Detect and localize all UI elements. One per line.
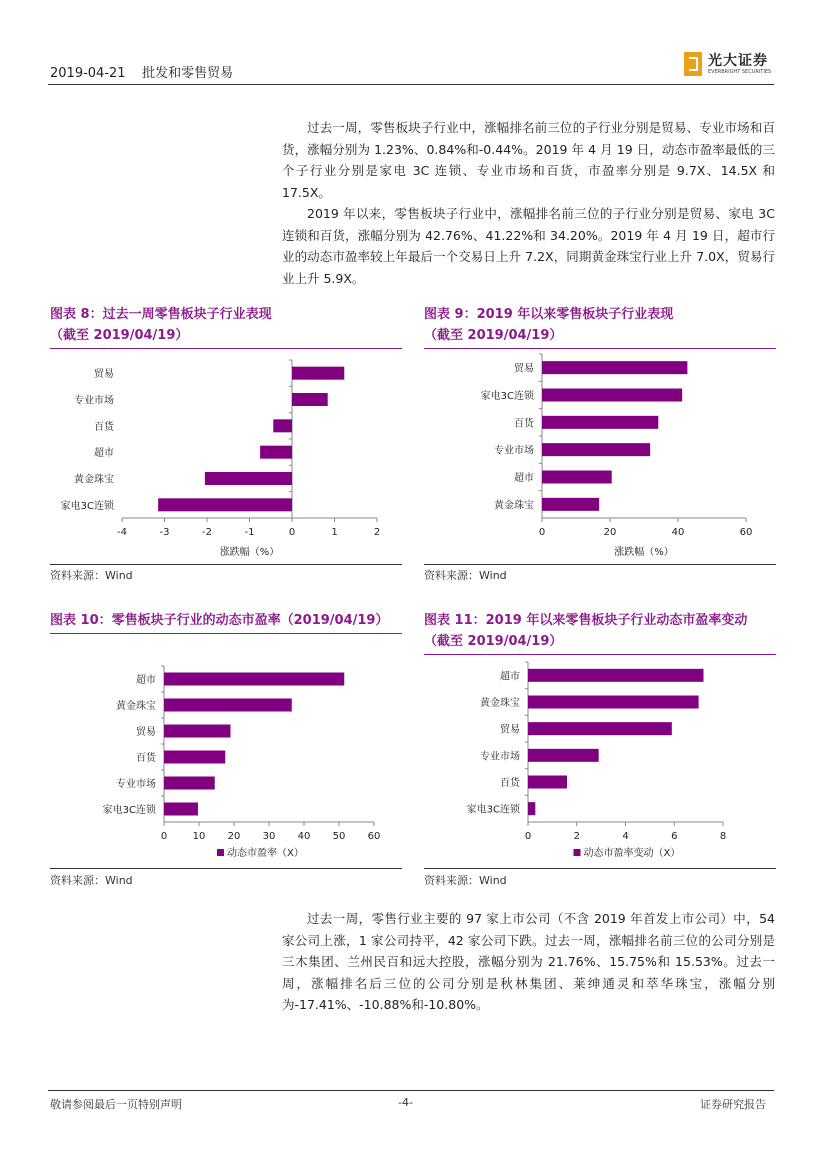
category-label: 黄金珠宝 — [74, 474, 114, 486]
figure-10-chart — [50, 660, 402, 868]
figure-11-chart — [424, 660, 776, 868]
x-tick-label: -3 — [159, 527, 170, 538]
x-tick-label: 8 — [719, 831, 727, 842]
category-label: 家电3C连锁 — [60, 500, 114, 512]
logo-mark-icon — [684, 52, 702, 76]
figure-11-top-rule — [424, 654, 776, 655]
x-axis-label: 涨跌幅（%） — [219, 547, 280, 558]
bar — [164, 803, 198, 816]
category-label: 家电3C连锁 — [466, 804, 520, 816]
bar — [542, 498, 599, 511]
bar — [164, 699, 292, 712]
figure-9-title: 图表 9：2019 年以来零售板块子行业表现 （截至 2019/04/19） — [424, 307, 674, 343]
bar — [292, 367, 344, 380]
figure-10-title: 图表 10：零售板块子行业的动态市盈率（2019/04/19） — [50, 613, 389, 628]
figure-8-bottom-rule — [50, 564, 402, 565]
header-divider — [48, 84, 774, 85]
footer-disclaimer: 敬请参阅最后一页特别声明 — [50, 1098, 182, 1111]
figure-8-chart — [50, 352, 402, 562]
x-tick-label: 6 — [671, 831, 678, 842]
bar — [542, 416, 658, 429]
x-axis-label: 涨跌幅（%） — [614, 547, 674, 558]
x-tick-label: 60 — [739, 527, 753, 538]
figure-9-source: 资料来源：Wind — [424, 569, 507, 582]
x-tick-label: 0 — [538, 527, 546, 538]
legend-swatch — [574, 849, 581, 856]
x-tick-label: 40 — [297, 831, 311, 842]
paragraph-1: 过去一周，零售板块子行业中，涨幅排名前三位的子行业分别是贸易、专业市场和百货，涨幅分别为 1.23%、0.84%和-0.44%。2019 年 4 月 19 日，动态市盈率最低的三个子行业分别是家电 3C 连锁、专业市场和百货，市盈率分别是 9.7X、14.5X 和 17.5X。 — [282, 120, 775, 200]
x-tick-label: 30 — [262, 831, 276, 842]
x-tick-label: 60 — [367, 831, 381, 842]
x-tick-label: 2 — [373, 527, 381, 538]
bar — [528, 802, 535, 815]
x-tick-label: 4 — [622, 831, 629, 842]
category-label: 百货 — [500, 778, 520, 789]
bar — [542, 443, 650, 456]
x-tick-label: 20 — [603, 527, 617, 538]
category-label: 贸易 — [94, 369, 114, 381]
logo-subtitle: EVERBRIGHT SECURITIES — [708, 69, 772, 75]
figure-8-source: 资料来源：Wind — [50, 569, 133, 582]
x-tick-label: -1 — [244, 527, 255, 538]
footer-report-type: 证券研究报告 — [700, 1098, 766, 1111]
bar — [528, 749, 599, 762]
category-label: 百货 — [94, 421, 114, 433]
x-tick-label: 0 — [160, 831, 168, 842]
category-label: 家电3C连锁 — [480, 391, 534, 402]
figure-10-source: 资料来源：Wind — [50, 874, 133, 887]
legend-label: 动态市盈率变动（X） — [583, 848, 681, 859]
category-label: 专业市场 — [480, 751, 520, 763]
bar — [542, 471, 612, 484]
figure-11-title: 图表 11：2019 年以来零售板块子行业动态市盈率变动 （截至 2019/04/19） — [424, 613, 748, 649]
bar — [164, 751, 225, 764]
category-label: 超市 — [514, 473, 534, 484]
logo-name: 光大证券 — [708, 53, 768, 69]
paragraph-2: 2019 年以来，零售板块子行业中，涨幅排名前三位的子行业分别是贸易、家电 3C 连锁和百货，涨幅分别为 42.76%、41.22%和 34.20%。2019 年 4 月 19 日，超市行业的动态市盈率较上年最后一个交易日上升 7.2X，同期黄金珠宝行业上升 7.0X，贸易行业上升 5.9X。 — [282, 206, 775, 286]
category-label: 专业市场 — [494, 445, 534, 457]
paragraph-3: 过去一周，零售行业主要的 97 家上市公司（不含 2019 年首发上市公司）中，54 家公司上涨，1 家公司持平，42 家公司下跌。过去一周，涨幅排名前三位的公司分别是三木集团、兰州民百和远大控股，涨幅分别为 21.76%、15.75%和 15.53%。过去一周，涨幅排名后三位的公司分别是秋林集团、莱绅通灵和萃华珠宝，涨幅分别为-17.41%、-10.88%和-10.80%。 — [282, 911, 775, 1012]
bar — [292, 393, 328, 406]
figure-8-title: 图表 8：过去一周零售板块子行业表现 （截至 2019/04/19） — [50, 307, 272, 343]
bar — [542, 361, 687, 374]
figure-8-top-rule — [50, 348, 402, 349]
x-tick-label: 20 — [227, 831, 241, 842]
legend-swatch — [217, 849, 224, 856]
footer-divider — [48, 1090, 774, 1091]
category-label: 家电3C连锁 — [102, 805, 156, 816]
header-title: 2019-04-21 批发和零售贸易 — [50, 66, 234, 81]
x-tick-label: 2 — [573, 831, 580, 842]
bar — [158, 498, 292, 511]
x-tick-label: 0 — [288, 527, 296, 538]
bar — [542, 389, 682, 402]
category-label: 黄金珠宝 — [480, 698, 520, 709]
category-label: 专业市场 — [74, 395, 114, 407]
x-tick-label: 0 — [524, 831, 532, 842]
category-label: 贸易 — [500, 724, 520, 736]
figure-9-chart — [424, 352, 776, 562]
category-label: 百货 — [136, 753, 156, 764]
category-label: 黄金珠宝 — [116, 701, 156, 712]
legend-label: 动态市盈率（X） — [227, 848, 304, 859]
figure-10-bottom-rule — [50, 868, 402, 869]
category-label: 贸易 — [136, 727, 156, 738]
figure-11-source: 资料来源：Wind — [424, 874, 507, 887]
x-tick-label: 1 — [331, 527, 338, 538]
bar — [260, 446, 292, 459]
category-label: 专业市场 — [116, 779, 156, 790]
category-label: 超市 — [500, 671, 520, 683]
x-tick-label: 50 — [332, 831, 346, 842]
bar — [164, 777, 215, 790]
category-label: 贸易 — [514, 363, 534, 375]
bar — [528, 669, 704, 682]
bar — [164, 725, 231, 738]
x-tick-label: -4 — [117, 527, 127, 538]
x-tick-label: 40 — [671, 527, 685, 538]
category-label: 百货 — [514, 418, 534, 430]
x-tick-label: 10 — [192, 831, 206, 842]
x-tick-label: -2 — [202, 527, 212, 538]
bar — [205, 472, 292, 485]
figure-10-top-rule — [50, 633, 402, 634]
figure-9-bottom-rule — [424, 564, 776, 565]
bar — [164, 673, 344, 686]
category-label: 超市 — [94, 448, 114, 460]
figure-9-top-rule — [424, 348, 776, 349]
bar — [273, 419, 292, 432]
bar — [528, 722, 672, 735]
category-label: 超市 — [136, 675, 156, 686]
category-label: 黄金珠宝 — [494, 500, 534, 512]
brand-logo — [684, 50, 776, 80]
bar — [528, 776, 567, 789]
bar — [528, 696, 699, 709]
figure-11-bottom-rule — [424, 868, 776, 869]
footer-page-number: -4- — [398, 1096, 413, 1109]
